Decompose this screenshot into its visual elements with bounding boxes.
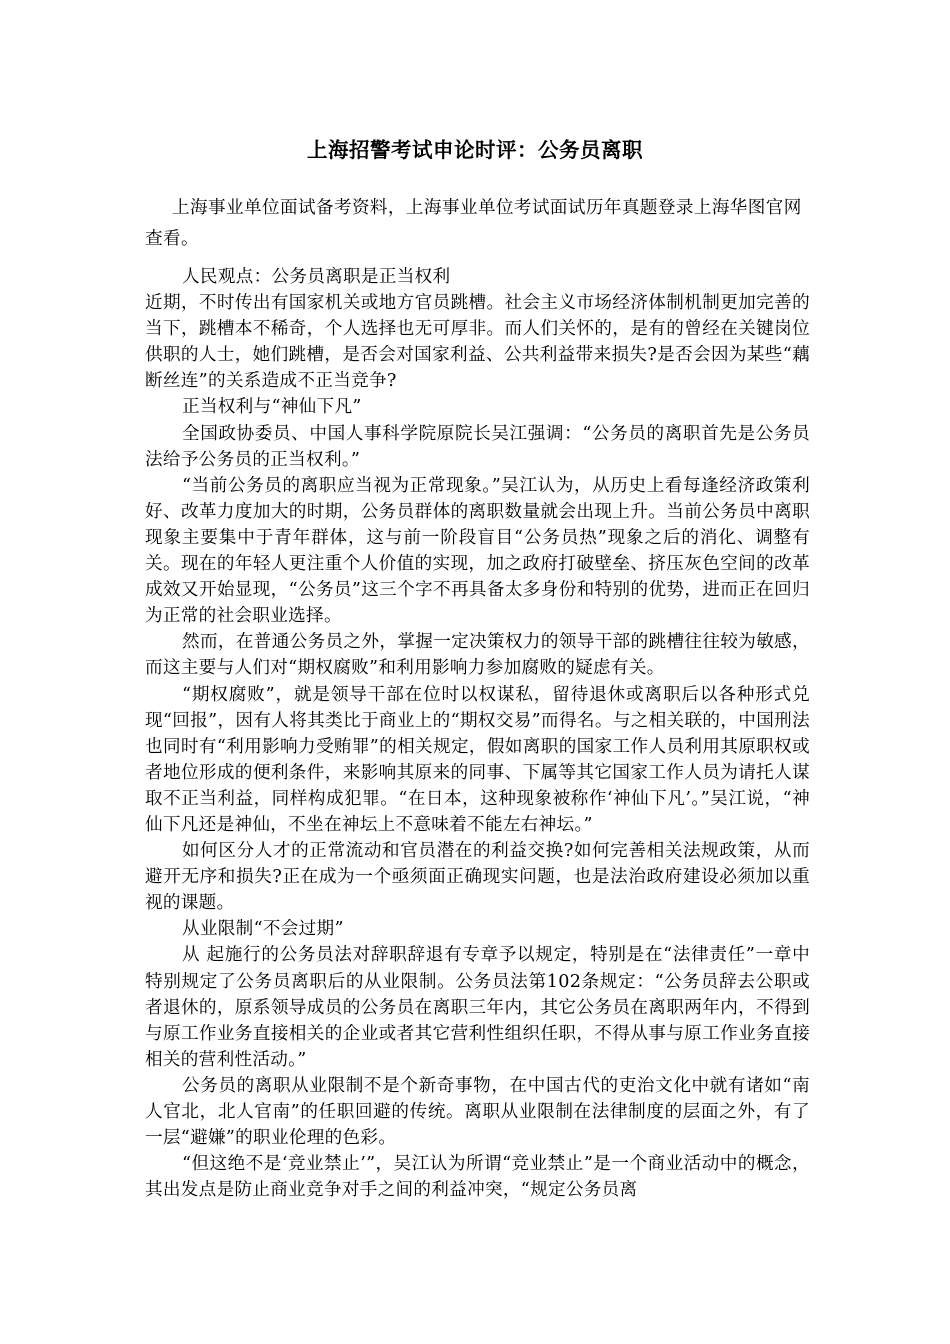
body-paragraph: 近期，不时传出有国家机关或地方官员跳槽。社会主义市场经济体制机制更加完善的当下，跳槽本不稀奇，个人选择也无可厚非。而人们关怀的，是有的曾经在关键岗位供职的人士，她们跳槽，是否会对国家利益、公共利益带来损失?是否会因为某些“藕断丝连”的关系造成不正当竞争? <box>145 293 810 392</box>
body-paragraph: 然而，在普通公务员之外，掌握一定决策权力的领导干部的跳槽往往较为敏感，而这主要与人们对“期权腐败”和利用影响力参加腐败的疑虑有关。 <box>145 632 810 679</box>
intro-paragraph: 上海事业单位面试备考资料，上海事业单位考试面试历年真题登录上海华图官网查看。 <box>145 198 802 249</box>
body-paragraph: 如何区分人才的正常流动和官员潜在的利益交换?如何完善相关法规政策，从而避开无序和损失?正在成为一个亟须面正确现实问题，也是法治政府建设必须加以重视的课题。 <box>145 841 810 914</box>
document-title: 上海招警考试申论时评：公务员离职 <box>307 138 643 162</box>
body-paragraph: “期权腐败”，就是领导干部在位时以权谋私，留待退休或离职后以各种形式兑现“回报”，因有人将其类比于商业上的“期权交易”而得名。与之相关联的，中国刑法也同时有“利用影响力受贿罪”的相关规定，假如离职的国家工作人员利用其原职权或者地位形成的便利条件，来影响其原来的同事、下属等其它国家工作人员为请托人谋取不正当利益，同样构成犯罪。“在日本，这种现象被称作‘神仙下凡’。”吴江说，“神仙下凡还是神仙，不坐在神坛上不意味着不能左右神坛。” <box>145 684 810 835</box>
body-paragraph: 公务员的离职从业限制不是个新奇事物，在中国古代的吏治文化中就有诸如“南人官北，北人官南”的任职回避的传统。离职从业限制在法律制度的层面之外，有了一层“避嫌”的职业伦理的色彩。 <box>145 1075 810 1149</box>
body-paragraph: 全国政协委员、中国人事科学院原院长吴江强调：“公务员的离职首先是公务员法给予公务员的正当权利。” <box>145 423 810 470</box>
section-heading: 正当权利与“神仙下凡” <box>182 397 362 418</box>
body-paragraph: “当前公务员的离职应当视为正常现象。”吴江认为，从历史上看每逢经济政策利好、改革力度加大的时期，公务员群体的离职数量就会出现上升。当前公务员中离职现象主要集中于青年群体，这与前一阶段盲目“公务员热”现象之后的消化、调整有关。现在的年轻人更注重个人价值的实现，加之政府打破壁垒、挤压灰色空间的改革成效又开始显现，“公务员”这三个字不再具备太多身份和特别的优势，进而正在回归为正常的社会职业选择。 <box>145 475 810 627</box>
section-heading: 人民观点：公务员离职是正当权利 <box>182 267 451 287</box>
document-body <box>145 264 810 1203</box>
body-paragraph: “但这绝不是‘竞业禁止’”，吴江认为所谓“竞业禁止”是一个商业活动中的概念，其出发点是防止商业竞争对手之间的利益冲突，“规定公务员离 <box>145 1154 810 1201</box>
section-heading: 从业限制“不会过期” <box>182 919 344 940</box>
body-paragraph: 从 起施行的公务员法对辞职辞退有专章予以规定，特别是在“法律责任”一章中特别规定了公务员离职后的从业限制。公务员法第102条规定：“公务员辞去公职或者退休的，原系领导成员的公务员在离职三年内，其它公务员在离职两年内，不得到与原工作业务直接相关的企业或者其它营利性组织任职，不得从事与原工作业务直接相关的营利性活动。” <box>145 945 810 1070</box>
